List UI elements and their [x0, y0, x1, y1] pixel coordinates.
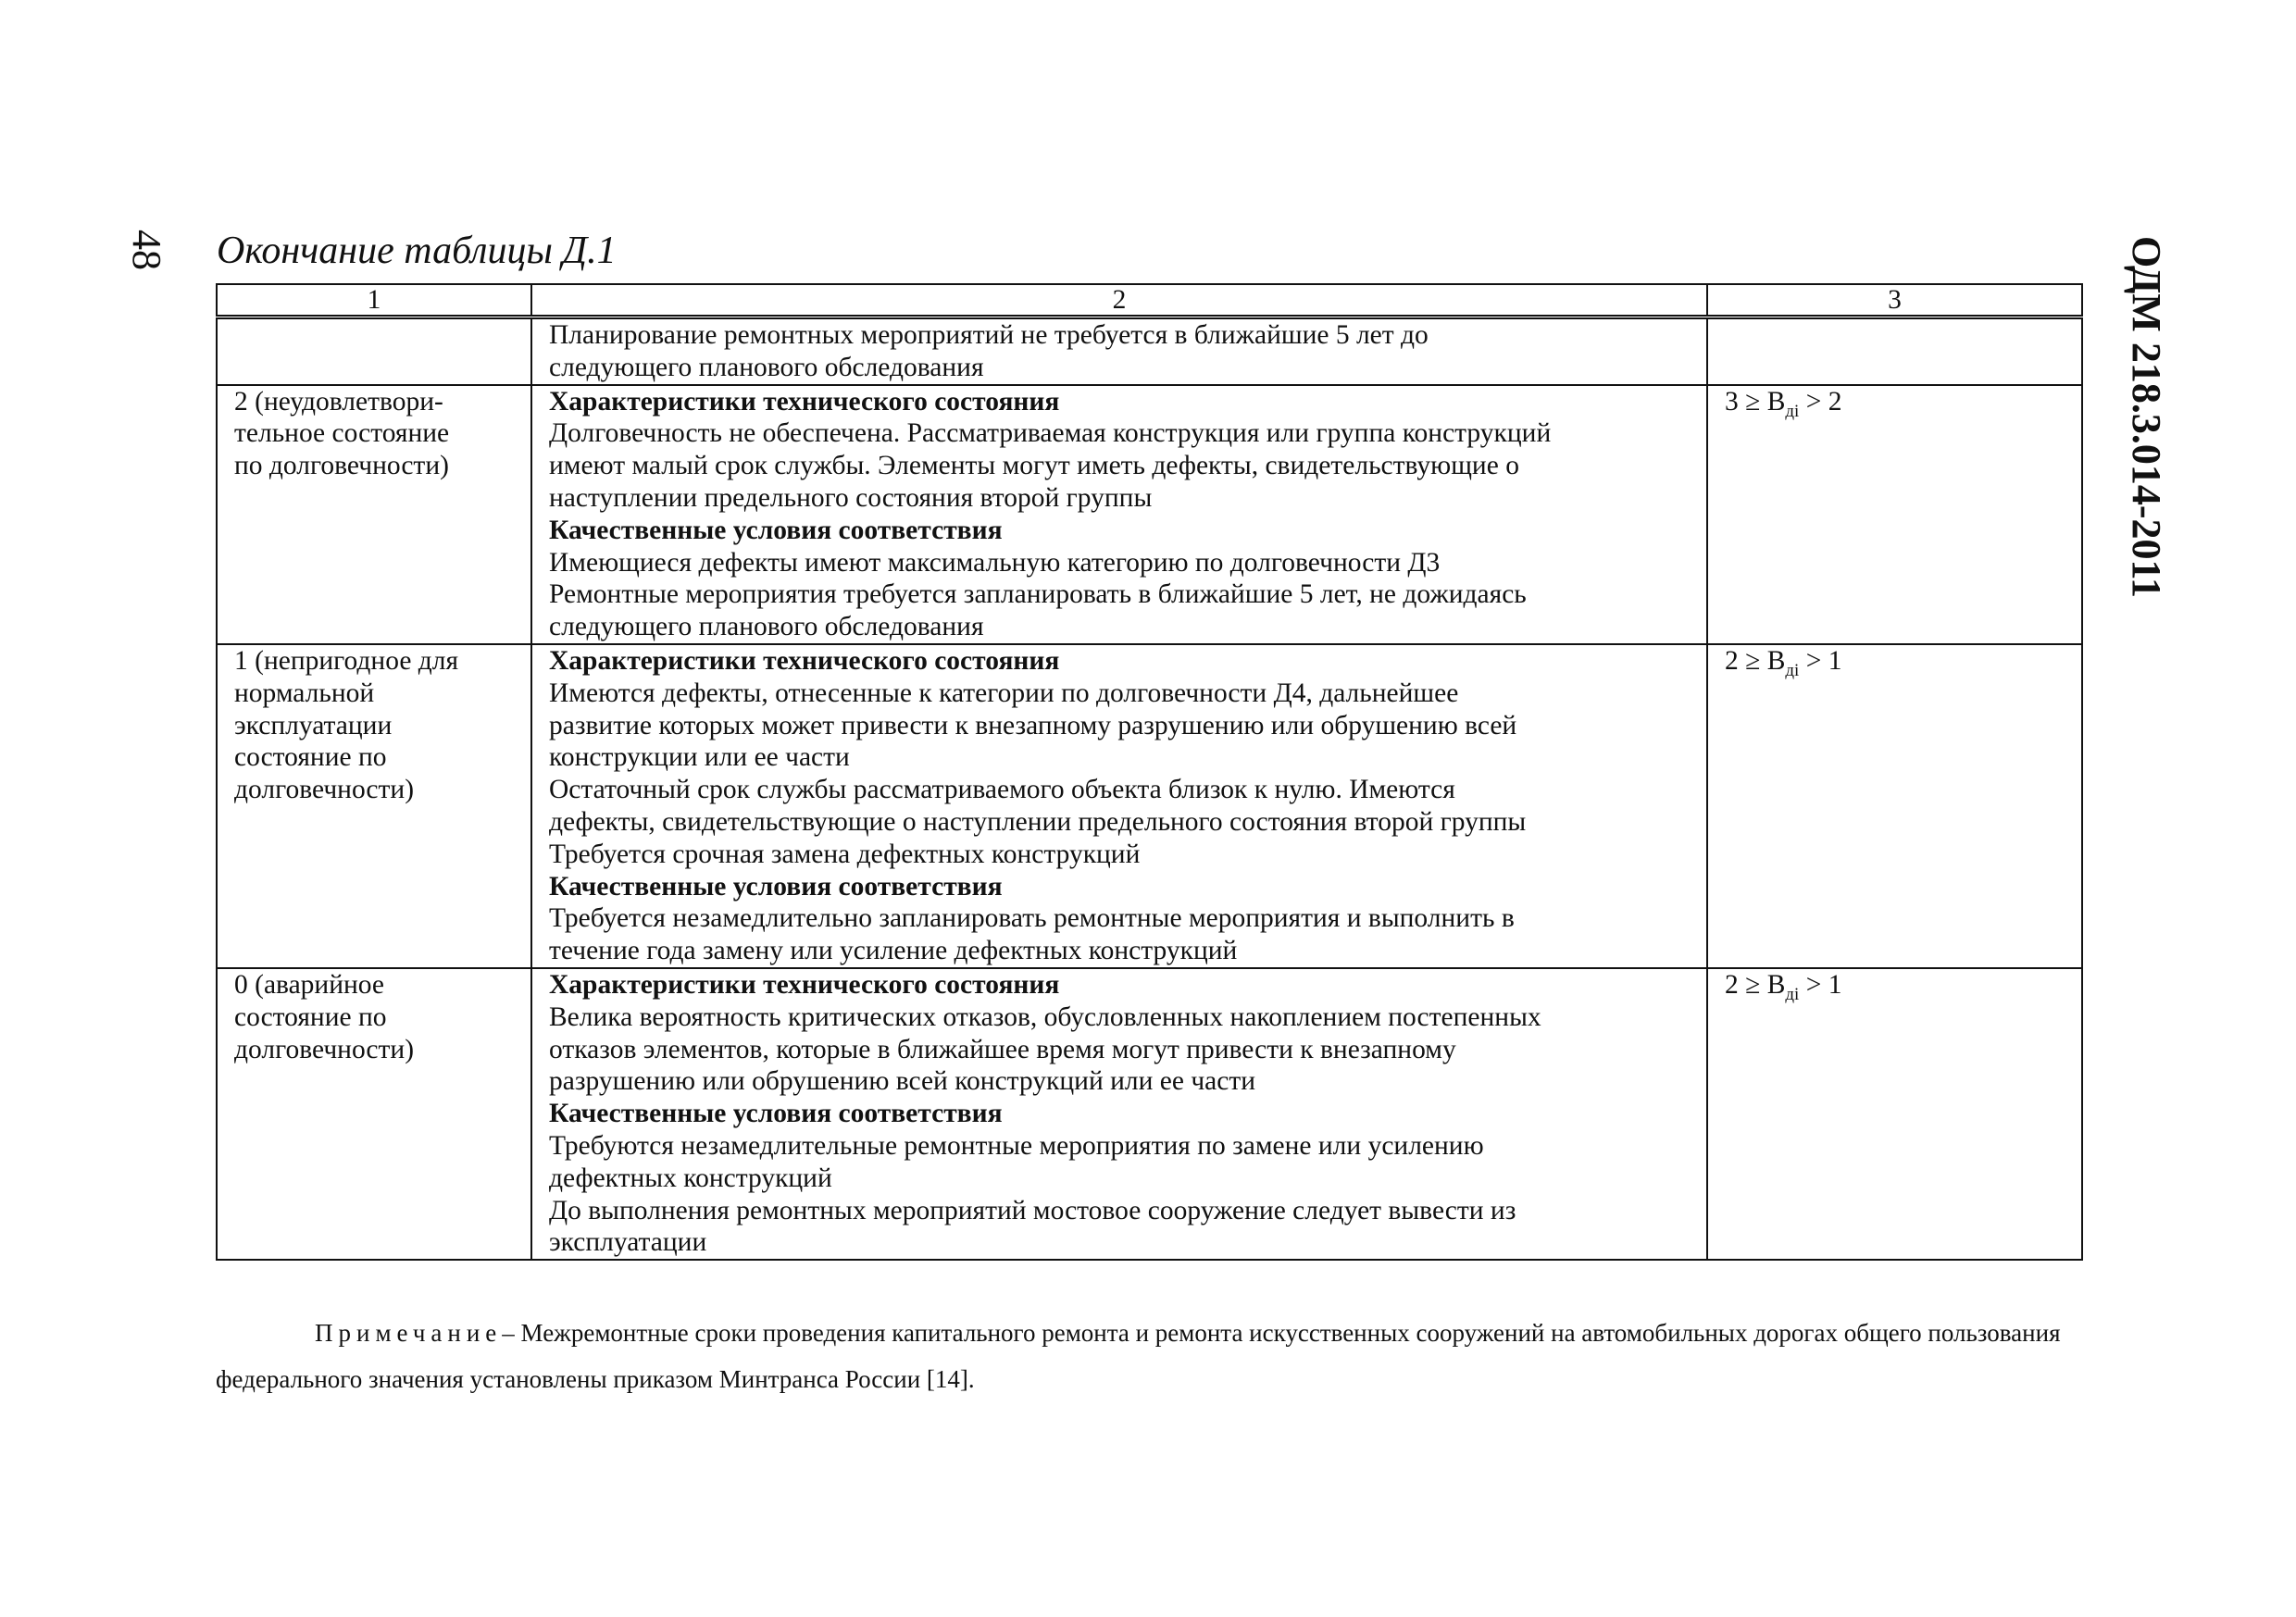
- document-code: ОДМ 218.3.014-2011: [2124, 236, 2169, 599]
- formula-prefix: 2 ≥ В: [1725, 645, 1786, 676]
- description-line: Требуются незамедлительные ремонтные мероприятия по замене или усилению: [549, 1130, 1484, 1161]
- condition-class-cell: [217, 385, 531, 644]
- formula-subscript: дi: [1785, 401, 1800, 421]
- column-header-3: 3: [1707, 284, 2082, 317]
- table-row: [217, 385, 2082, 644]
- note-text: Межремонтные сроки проведения капитального ремонта и ремонта искусственных сооружений на автомобильных дорогах общего пользования федерального значения установлены приказом Минтранса России [14].: [216, 1319, 2061, 1393]
- formula-suffix: > 1: [1799, 645, 1842, 676]
- index-range-cell: [1707, 968, 2082, 1260]
- table-row: [217, 644, 2082, 968]
- formula-prefix: 3 ≥ В: [1725, 386, 1786, 417]
- description-cell: [531, 317, 1707, 385]
- description-line: Долговечность не обеспечена. Рассматриваемая конструкция или группа конструкций: [549, 418, 1552, 449]
- table-body: [217, 317, 2082, 1261]
- description-line: наступлении предельного состояния второй группы: [549, 482, 1153, 513]
- index-range-formula: [1725, 386, 2070, 429]
- index-range-formula: [1725, 969, 2070, 1012]
- condition-class-line: долговечности): [234, 1034, 415, 1064]
- note-label: Примечание: [315, 1319, 503, 1347]
- condition-class-line: 1 (непригодное для: [234, 645, 459, 676]
- description-cell: [531, 385, 1707, 644]
- condition-class-line: состояние по: [234, 742, 387, 773]
- condition-class-line: тельное состояние: [234, 418, 450, 449]
- description-line: Остаточный срок службы рассматриваемого объекта близок к нулю. Имеются: [549, 775, 1455, 805]
- section-heading: Характеристики технического состояния: [549, 645, 1060, 676]
- formula-suffix: > 1: [1799, 969, 1842, 1000]
- section-heading: Качественные условия соответствия: [549, 515, 1003, 545]
- condition-class-line: эксплуатации: [234, 710, 393, 740]
- description-cell: [531, 968, 1707, 1260]
- formula-suffix: > 2: [1799, 386, 1842, 417]
- table-row: [217, 317, 2082, 385]
- table-header-row: [217, 284, 2082, 317]
- condition-class-cell: [217, 317, 531, 385]
- formula-prefix: 2 ≥ В: [1725, 969, 1786, 1000]
- condition-class-line: долговечности): [234, 775, 415, 805]
- condition-class-cell: [217, 644, 531, 968]
- description-line: следующего планового обследования: [549, 612, 984, 642]
- footnote: [216, 1310, 2081, 1402]
- description-line: эксплуатации: [549, 1227, 707, 1258]
- description-line: Ремонтные мероприятия требуется запланировать в ближайшие 5 лет, не дожидаясь: [549, 579, 1527, 610]
- description-line: имеют малый срок службы. Элементы могут иметь дефекты, свидетельствующие о: [549, 451, 1519, 481]
- condition-class-line: по долговечности): [234, 451, 449, 481]
- column-header-1: 1: [217, 284, 531, 317]
- description-line: конструкции или ее части: [549, 742, 850, 773]
- table-caption: Окончание таблицы Д.1: [217, 230, 617, 272]
- description-line: отказов элементов, которые в ближайшее время могут привести к внезапному: [549, 1034, 1456, 1064]
- condition-table: [216, 283, 2083, 1261]
- note-dash: –: [502, 1319, 521, 1347]
- description-line: Велика вероятность критических отказов, обусловленных накоплением постепенных: [549, 1001, 1541, 1032]
- description-line: Требуется срочная замена дефектных конструкций: [549, 839, 1141, 869]
- condition-class-line: нормальной: [234, 678, 375, 708]
- section-heading: Характеристики технического состояния: [549, 969, 1060, 1000]
- page-number: 48: [124, 230, 169, 270]
- index-range-cell: [1707, 644, 2082, 968]
- condition-class-line: 0 (аварийное: [234, 969, 384, 1000]
- description-line: До выполнения ремонтных мероприятий мостовое сооружение следует вывести из: [549, 1195, 1516, 1225]
- formula-subscript: дi: [1785, 660, 1800, 680]
- description-cell: [531, 644, 1707, 968]
- condition-class-line: состояние по: [234, 1001, 387, 1032]
- section-heading: Качественные условия соответствия: [549, 1099, 1003, 1129]
- formula-subscript: дi: [1785, 984, 1800, 1004]
- table-row: [217, 968, 2082, 1260]
- index-range-cell: [1707, 385, 2082, 644]
- description-line: следующего планового обследования: [549, 352, 984, 382]
- description-line: дефектных конструкций: [549, 1163, 832, 1193]
- section-heading: Качественные условия соответствия: [549, 871, 1003, 902]
- condition-class-cell: [217, 968, 531, 1260]
- description-line: Имеющиеся дефекты имеют максимальную категорию по долговечности Д3: [549, 547, 1441, 578]
- description-line: Планирование ремонтных мероприятий не требуется в ближайшие 5 лет до: [549, 320, 1429, 350]
- description-line: развитие которых может привести к внезапному разрушению или обрушению всей: [549, 710, 1517, 740]
- index-range-cell: [1707, 317, 2082, 385]
- condition-class-line: 2 (неудовлетвори-: [234, 386, 443, 417]
- description-line: Требуется незамедлительно запланировать ремонтные мероприятия и выполнить в: [549, 903, 1515, 934]
- column-header-2: 2: [531, 284, 1707, 317]
- description-line: разрушению или обрушению всей конструкций или ее части: [549, 1066, 1256, 1097]
- description-line: дефекты, свидетельствующие о наступлении предельного состояния второй группы: [549, 806, 1527, 837]
- description-line: Имеются дефекты, отнесенные к категории по долговечности Д4, дальнейшее: [549, 678, 1459, 708]
- description-line: течение года замену или усиление дефектных конструкций: [549, 936, 1238, 966]
- section-heading: Характеристики технического состояния: [549, 386, 1060, 417]
- index-range-formula: [1725, 645, 2070, 688]
